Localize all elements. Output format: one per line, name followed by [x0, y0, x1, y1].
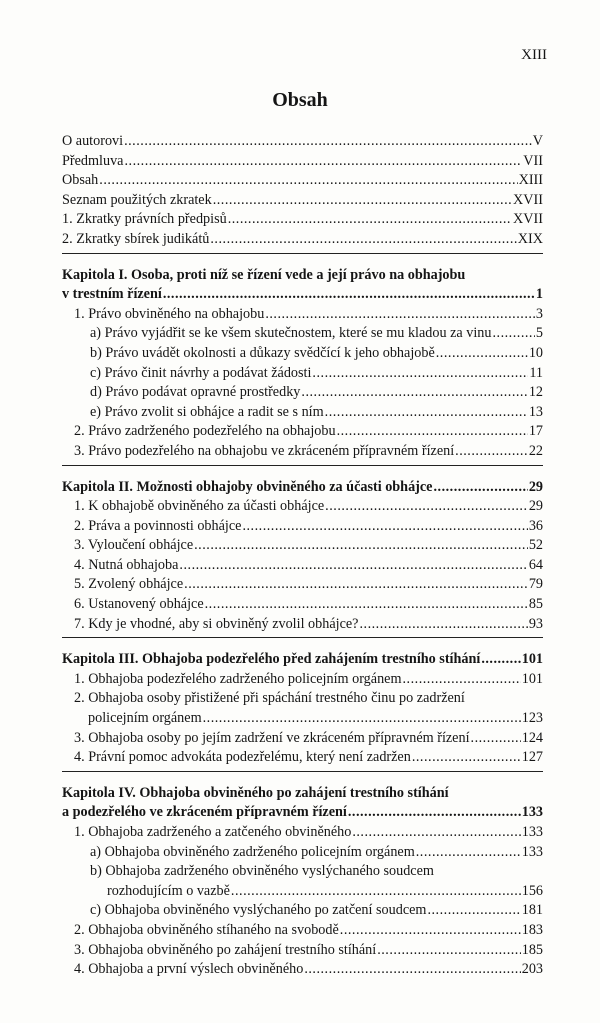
toc-entry [62, 422, 543, 442]
toc-entry-page: 133 [521, 824, 543, 840]
leader-dots [325, 403, 528, 423]
toc-entry-text: 1. Obhajoba podezřelého zadrženého policejním orgánem [74, 670, 402, 687]
toc-entry [62, 901, 543, 921]
leader-dots [436, 344, 528, 364]
chapter-2-heading [62, 478, 543, 498]
leader-dots [124, 152, 522, 172]
leader-dots [163, 285, 535, 305]
toc-entry-text: Obsah [62, 172, 99, 189]
toc-entry-page: 85 [528, 596, 543, 613]
toc-entry-text: 2. Zkratky sbírek judikátů [62, 230, 210, 247]
toc-entry-line: b) Obhajoba zadrženého obviněného vyslýchaného soudcem [90, 863, 434, 880]
toc-entry-text: O autorovi [62, 133, 124, 149]
leader-dots [179, 556, 527, 576]
leader-dots [301, 383, 527, 403]
toc-entry-text: 4. Nutná obhajoba [74, 556, 179, 573]
leader-dots [427, 901, 520, 921]
toc-entry-text: 4. Právní pomoc advokáta podezřelému, který není zadržen [74, 749, 411, 766]
toc-entry-text: c) Obhajoba obviněného vyslýchaného po zatčení soudcem [90, 902, 427, 919]
toc-entry [62, 517, 543, 537]
chapter-1-heading: Kapitola I. Osoba, proti níž se řízení vede a její právo na obhajobu [62, 266, 466, 283]
toc-entry-page: 1 [535, 286, 543, 303]
divider [62, 637, 543, 638]
toc-entry [62, 921, 543, 941]
toc-entry [62, 344, 543, 364]
toc-entry-page: 64 [528, 556, 543, 573]
toc-entry [62, 497, 543, 517]
toc-entry-page: 181 [521, 902, 543, 919]
toc-entry-page: 17 [528, 423, 543, 440]
leader-dots [359, 615, 527, 635]
toc-entry-text: v trestním řízení [62, 286, 162, 303]
toc-entry [62, 729, 543, 749]
toc-entry-text: 1. Obhajoba zadrženého a zatčeného obviněného [74, 824, 352, 840]
toc-entry-text: 3. Obhajoba obviněného po zahájení trestního stíhání [74, 941, 377, 958]
leader-dots [203, 709, 521, 729]
toc-entry-text: 2. Práva a povinnosti obhájce [74, 517, 242, 534]
toc-entry [62, 670, 543, 690]
toc-entry [62, 960, 543, 980]
toc-entry-page: 5 [535, 325, 543, 342]
toc-entry [62, 210, 543, 230]
toc-entry [62, 191, 543, 211]
toc-entry [62, 132, 543, 152]
leader-dots [471, 729, 521, 749]
toc-entry-text: a) Právo vyjádřit se ke všem skutečnostem, které se mu kladou za vinu [90, 325, 492, 342]
leader-dots [340, 921, 521, 941]
toc-entry-text: a) Obhajoba obviněného zadrženého policejním orgánem [90, 843, 415, 860]
leader-dots [228, 210, 512, 230]
toc-entry-page: 124 [521, 729, 543, 746]
leader-dots [242, 517, 527, 537]
toc-entry [62, 575, 543, 595]
toc-entry-page: XIX [517, 230, 543, 247]
toc-entry-text: 3. Obhajoba osoby po jejím zadržení ve zkráceném přípravném řízení [74, 729, 470, 746]
divider [62, 465, 543, 466]
chapter-4-heading: Kapitola IV. Obhajoba obviněného po zahájení trestního stíhání [62, 784, 449, 801]
toc-entry-text: Kapitola II. Možnosti obhajoby obviněného za účasti obhájce [62, 478, 433, 495]
toc-entry-text: d) Právo podávat opravné prostředky [90, 384, 301, 401]
toc-entry-text: 6. Ustanovený obhájce [74, 596, 204, 613]
toc-entry-text: 5. Zvolený obhájce [74, 576, 184, 593]
toc-entry-page: 203 [521, 961, 543, 978]
toc-entry [62, 595, 543, 615]
toc-entry-page: 101 [521, 651, 543, 668]
toc-entry [62, 823, 543, 843]
toc-entry [62, 536, 543, 556]
toc-entry [62, 324, 543, 344]
page-number: XIII [521, 47, 547, 63]
toc-entry [62, 364, 543, 384]
toc-entry-page: XVII [513, 211, 543, 228]
toc-entry-page: 127 [521, 749, 543, 766]
toc-entry-text: Předmluva [62, 152, 124, 169]
toc-entry-page: XIII [518, 172, 543, 189]
toc-entry [62, 230, 543, 250]
toc-entry-text: a podezřelého ve zkráceném přípravném řízení [62, 804, 347, 821]
toc-entry-text: rozhodujícím o vazbě [107, 882, 230, 899]
toc-entry-text: 7. Kdy je vhodné, aby si obviněný zvolil obhájce? [74, 615, 359, 632]
toc-entry-page: VII [523, 152, 543, 169]
leader-dots [455, 442, 528, 462]
leader-dots [337, 422, 528, 442]
divider [62, 253, 543, 254]
leader-dots [377, 941, 521, 961]
chapter-4-heading-cont [62, 803, 543, 823]
toc-entry-text: c) Právo činit návrhy a podávat žádosti [90, 364, 312, 381]
toc-entry-page: 22 [528, 442, 543, 459]
toc-entry-text: e) Právo zvolit si obhájce a radit se s ním [90, 403, 324, 420]
toc-entry [62, 748, 543, 768]
toc-entry-page: 29 [528, 478, 543, 495]
toc-entry-text: 1. Zkratky právních předpisů [62, 211, 227, 228]
table-of-contents [62, 132, 543, 980]
toc-entry-page: 123 [521, 710, 543, 727]
toc-entry-text: 2. Obhajoba obviněného stíhaného na svobodě [74, 921, 339, 938]
toc-entry-text: Seznam použitých zkratek [62, 191, 212, 208]
chapter-3-heading [62, 650, 543, 670]
toc-entry-page: 12 [528, 384, 543, 401]
toc-entry-page: 29 [528, 498, 543, 515]
toc-entry-page: 3 [535, 305, 543, 322]
leader-dots [492, 324, 534, 344]
toc-entry-page: 156 [521, 882, 543, 899]
page-title: Obsah [272, 89, 328, 111]
leader-dots [194, 536, 528, 556]
toc-entry [62, 882, 543, 902]
leader-dots [352, 823, 520, 843]
toc-entry [62, 152, 543, 172]
toc-entry-text: b) Právo uvádět okolnosti a důkazy svědčící k jeho obhajobě [90, 344, 435, 361]
toc-entry [62, 709, 543, 729]
toc-entry [62, 556, 543, 576]
leader-dots [348, 803, 521, 823]
leader-dots [184, 575, 528, 595]
toc-entry [62, 171, 543, 191]
toc-entry-text: 3. Vyloučení obhájce [74, 537, 194, 554]
leader-dots [325, 497, 528, 517]
leader-dots [481, 650, 520, 670]
leader-dots [412, 748, 521, 768]
toc-entry-page: 101 [521, 670, 543, 687]
chapter-1-heading-cont [62, 285, 543, 305]
leader-dots [403, 670, 521, 690]
toc-entry-page: XVII [513, 191, 543, 208]
toc-entry-text: 3. Právo podezřelého na obhajobu ve zkráceném přípravném řízení [74, 442, 455, 459]
toc-entry-page: 93 [528, 615, 543, 632]
toc-entry-page: 133 [521, 843, 543, 860]
toc-entry [62, 615, 543, 635]
leader-dots [210, 230, 516, 250]
toc-entry-page: 36 [528, 517, 543, 534]
toc-entry-page: 52 [528, 537, 543, 554]
leader-dots [213, 191, 512, 211]
leader-dots [231, 882, 521, 902]
toc-entry-text: 1. Právo obviněného na obhajobu [74, 305, 265, 322]
leader-dots [312, 364, 528, 384]
toc-entry-text: 1. K obhajobě obviněného za účasti obhájce [74, 498, 325, 515]
toc-entry-page: 133 [521, 804, 543, 821]
toc-entry-text: policejním orgánem [88, 710, 202, 727]
toc-entry [62, 442, 543, 462]
toc-entry [62, 941, 543, 961]
toc-entry-text: Kapitola III. Obhajoba podezřelého před zahájením trestního stíhání [62, 651, 481, 668]
toc-entry-line: 2. Obhajoba osoby přistižené při spáchání trestného činu po zadržení [74, 690, 465, 707]
toc-entry-page: 13 [528, 403, 543, 420]
leader-dots [99, 171, 517, 191]
leader-dots [304, 960, 520, 980]
leader-dots [433, 478, 527, 498]
toc-entry-text: 4. Obhajoba a první výslech obviněného [74, 961, 304, 978]
leader-dots [265, 305, 535, 325]
toc-entry [62, 305, 543, 325]
toc-entry [62, 843, 543, 863]
toc-entry-page: 11 [529, 364, 543, 381]
toc-entry-page: V [532, 133, 543, 149]
divider [62, 771, 543, 772]
toc-entry-page: 185 [521, 941, 543, 958]
toc-entry-page: 183 [521, 921, 543, 938]
toc-entry [62, 403, 543, 423]
toc-entry [62, 383, 543, 403]
leader-dots [416, 843, 521, 863]
toc-entry-page: 10 [528, 344, 543, 361]
leader-dots [205, 595, 528, 615]
leader-dots [124, 132, 532, 152]
toc-entry-text: 2. Právo zadrženého podezřelého na obhajobu [74, 423, 336, 440]
toc-entry-page: 79 [528, 576, 543, 593]
